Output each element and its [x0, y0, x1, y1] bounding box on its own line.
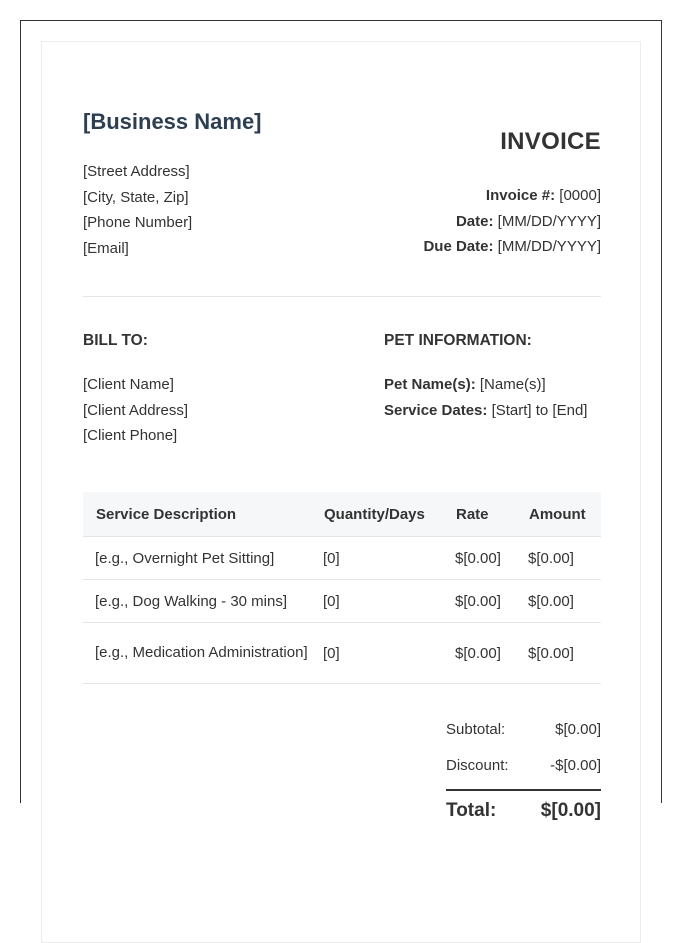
total-row	[446, 791, 601, 821]
discount-label: Discount:	[446, 757, 509, 774]
row-rate: $[0.00]	[443, 623, 516, 684]
header-service-description: Service Description	[83, 492, 311, 537]
invoice-number-value: [0000]	[555, 187, 601, 204]
row-quantity: [0]	[311, 537, 443, 580]
pet-info-title: PET INFORMATION:	[384, 332, 532, 349]
header-quantity-days: Quantity/Days	[311, 492, 443, 537]
row-description: [e.g., Overnight Pet Sitting]	[83, 537, 311, 580]
business-city: [City, State, Zip]	[83, 188, 189, 206]
client-address: [Client Address]	[83, 401, 189, 419]
bill-to-details	[83, 372, 188, 449]
header-amount: Amount	[516, 492, 601, 537]
invoice-date-label: Date:	[455, 212, 494, 230]
header-divider	[83, 296, 601, 297]
invoice-date-line	[423, 209, 601, 235]
pet-names-value: [Name(s)]	[475, 376, 546, 393]
pet-info-details	[384, 372, 587, 423]
invoice-due-line	[423, 234, 601, 260]
totals-block	[446, 717, 601, 821]
client-phone: [Client Phone]	[83, 427, 178, 445]
services-table	[83, 492, 601, 684]
service-dates-label: Service Dates:	[384, 401, 488, 419]
invoice-due-label: Due Date:	[423, 238, 494, 256]
invoice-number-line	[423, 183, 601, 209]
row-amount: $[0.00]	[516, 623, 601, 684]
row-amount: $[0.00]	[516, 537, 601, 580]
subtotal-value: $[0.00]	[555, 721, 601, 738]
pet-names-label: Pet Name(s):	[384, 376, 476, 393]
subtotal-row	[446, 717, 601, 753]
invoice-page	[41, 41, 641, 943]
row-rate: $[0.00]	[443, 580, 516, 623]
row-amount: $[0.00]	[516, 580, 601, 623]
service-dates-value: [Start] to [End]	[487, 401, 588, 419]
invoice-date-value: [MM/DD/YYYY]	[493, 212, 601, 230]
invoice-title: INVOICE	[500, 128, 601, 155]
business-email: [Email]	[83, 240, 129, 258]
invoice-number-label: Invoice #:	[485, 187, 556, 204]
discount-value: -$[0.00]	[550, 757, 601, 774]
business-contact	[83, 159, 192, 262]
row-description: [e.g., Dog Walking - 30 mins]	[83, 580, 311, 623]
table-row	[83, 580, 601, 623]
table-row	[83, 537, 601, 580]
business-name: [Business Name]	[83, 109, 262, 134]
total-label: Total:	[446, 800, 497, 821]
business-phone: [Phone Number]	[83, 214, 193, 232]
invoice-meta	[423, 183, 601, 260]
service-dates-line	[384, 398, 587, 424]
header-rate: Rate	[443, 492, 516, 537]
table-header-row	[83, 492, 601, 537]
discount-row	[446, 753, 601, 789]
row-rate: $[0.00]	[443, 537, 516, 580]
bill-to-title: BILL TO:	[83, 332, 148, 349]
invoice-due-value: [MM/DD/YYYY]	[493, 238, 601, 256]
client-name: [Client Name]	[83, 376, 174, 393]
document-viewport[interactable]	[20, 20, 662, 821]
row-description: [e.g., Medication Administration]	[83, 623, 311, 684]
row-quantity: [0]	[311, 623, 443, 684]
business-street: [Street Address]	[83, 163, 190, 180]
subtotal-label: Subtotal:	[446, 721, 506, 738]
pet-names-line	[384, 372, 587, 398]
row-quantity: [0]	[311, 580, 443, 623]
table-row	[83, 623, 601, 684]
total-value: $[0.00]	[540, 800, 601, 821]
